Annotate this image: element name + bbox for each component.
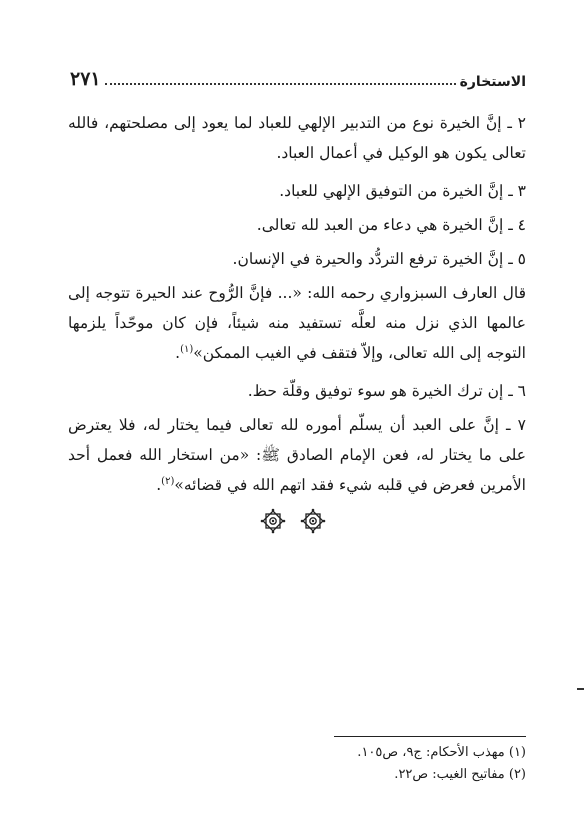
page-body [68, 108, 526, 508]
footnotes [220, 742, 526, 786]
item-7-text: ٧ ـ إنَّ على العبد أن يسلّم أموره لله تعالى فيما يختار له، فلا يعترض على ما يختار له، فعن الإمام الصادق ﷺ: «من استخار الله فعمل أحد الأمرين فعرض في قلبه شيء فقد اتهم الله في قضائه» [68, 416, 526, 494]
quote-sabzevari: قال العارف السبزواري رحمه الله: «... فإنَّ الرُّوح عند الحيرة تتوجه إلى عالمها الذي نزل منه لعلَّه تستفيد منه شيئاً، فإن كان موحّداً يلزمها التوجه إلى الله تعالى، وإلاّ فتقف في الغيب الممكن»$^{(١)}$. [68, 284, 526, 362]
item-3: ٣ ـ إنَّ الخيرة من التوفيق الإلهي للعباد. [279, 182, 526, 200]
footnote-separator [334, 736, 526, 737]
page-edge-mark [577, 688, 584, 690]
running-title: الاستخارة [459, 74, 526, 90]
footnote-ref-1: (١) [180, 343, 194, 355]
header-leader-dots [105, 83, 456, 85]
page-number: ٢٧١ [70, 68, 101, 90]
item-6: ٦ ـ إن ترك الخيرة هو سوء توفيق وقلّة حظ. [247, 382, 526, 400]
item-5: ٥ ـ إنَّ الخيرة ترفع التردُّد والحيرة في الإنسان. [232, 250, 526, 268]
footnote-ref-2: (٢) [161, 475, 175, 487]
quote-text: قال العارف السبزواري رحمه الله: «... فإنَّ الرُّوح عند الحيرة تتوجه إلى عالمها الذي نزل منه لعلَّه تستفيد منه شيئاً، فإن كان موحّداً يلزمها التوجه إلى الله تعالى، وإلاّ فتقف في الغيب الممكن» [68, 284, 526, 362]
item-2: ٢ ـ إنَّ الخيرة نوع من التدبير الإلهي للعباد لما يعود إلى مصلحتهم، فالله تعالى يكون هو الوكيل في أعمال العباد. [68, 114, 526, 162]
item-7: ٧ ـ إنَّ على العبد أن يسلّم أموره لله تعالى فيما يختار له، فلا يعترض على ما يختار له، فعن الإمام الصادق ﷺ: «من استخار الله فعمل أحد الأمرين فعرض في قلبه شيء فقد اتهم الله في قضائه»$^{(٢)}$. [68, 416, 526, 494]
page-header [70, 66, 526, 90]
footnote-1: (١) مهذب الأحكام: ج٩، ص١٠٥. [357, 745, 526, 760]
ornament-star-icon [260, 508, 286, 534]
section-ornament [0, 508, 586, 534]
ornament-star-icon [300, 508, 326, 534]
footnote-2: (٢) مفاتيح الغيب: ص٢٢. [394, 767, 526, 782]
item-4: ٤ ـ إنَّ الخيرة هي دعاء من العبد لله تعالى. [256, 216, 526, 234]
